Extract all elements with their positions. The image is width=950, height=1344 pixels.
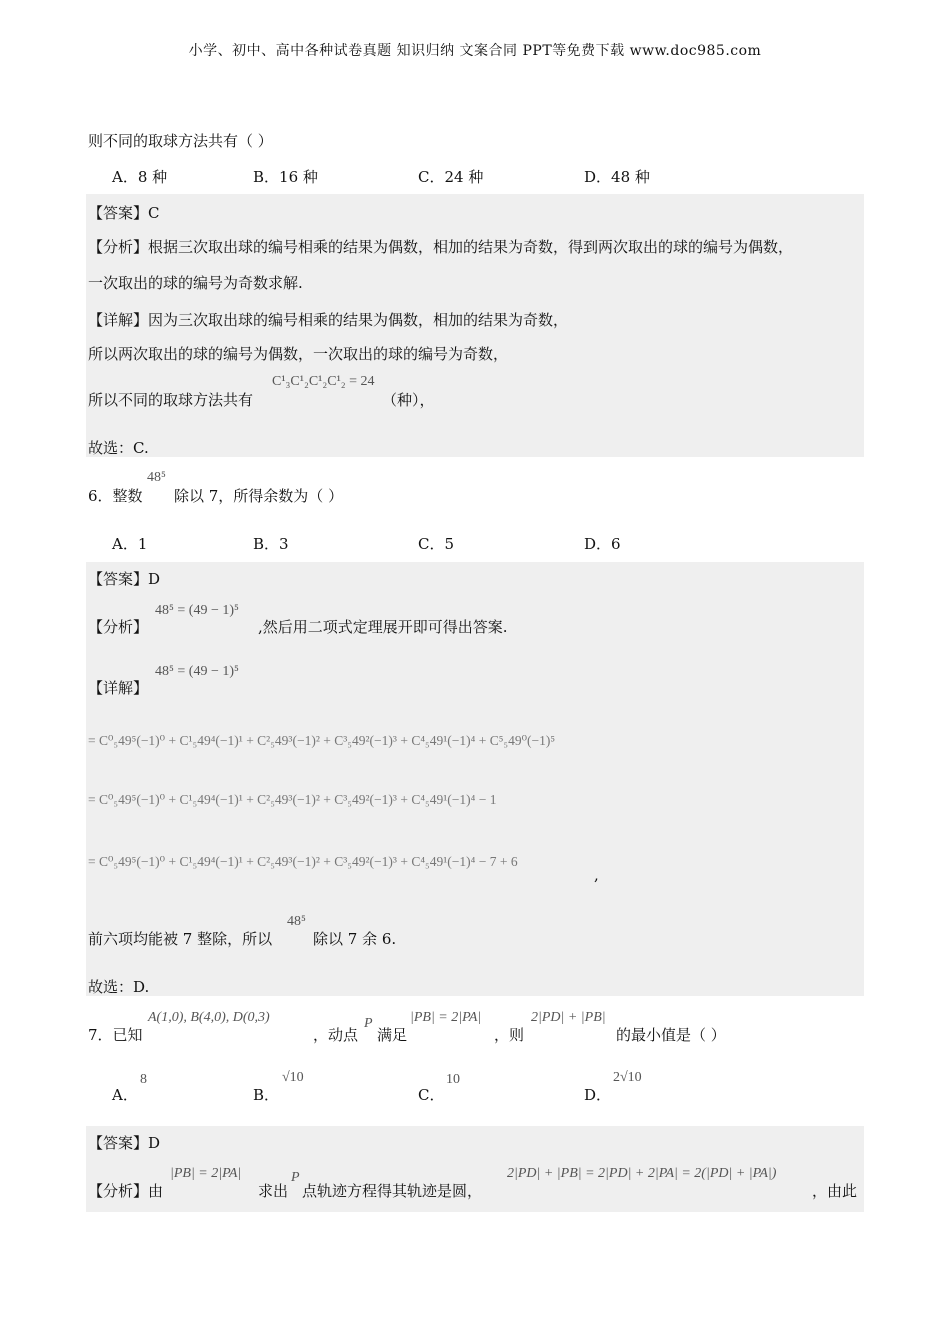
q5-analysis-line2: 一次取出的球的编号为奇数求解. — [88, 274, 303, 292]
q6-stem-start: 6．整数 — [88, 487, 143, 505]
q7-option-a-value: 8 — [140, 1072, 147, 1087]
q7-analysis-condition: |PB| = 2|PA| — [170, 1166, 242, 1181]
q5-detail-line2: 所以两次取出的球的编号为偶数，一次取出的球的编号为奇数， — [88, 345, 509, 363]
q6-option-c: C．5 — [418, 535, 455, 553]
q6-conclusion-power: 48⁵ — [287, 914, 306, 929]
q7-stem-mid1: ，动点 — [313, 1026, 359, 1044]
q6-analysis-label: 【分析】 — [88, 618, 149, 636]
q7-stem-expression: 2|PD| + |PB| — [531, 1010, 606, 1025]
q7-analysis-p: P — [291, 1170, 300, 1185]
q7-analysis-mid2: 点轨迹方程得其轨迹是圆， — [302, 1182, 483, 1200]
q6-expansion-line3: = C⁰₅49⁵(−1)⁰ + C¹₅49⁴(−1)¹ + C²₅49³(−1)² + C³₅49²(−1)³ + C⁴₅49¹(−1)⁴ − 7 + 6 — [88, 854, 518, 869]
q7-analysis-start: 【分析】由 — [88, 1182, 164, 1200]
q6-option-b: B．3 — [253, 535, 289, 553]
q7-option-b-value: √10 — [282, 1070, 304, 1085]
q6-stem-end: 除以 7，所得余数为（ ） — [174, 487, 344, 505]
q6-analysis-text: ,然后用二项式定理展开即可得出答案. — [258, 618, 508, 636]
q5-combination-formula: C¹₃C¹₂C¹₂C¹₂ = 24 — [272, 374, 375, 389]
q5-analysis-line1: 【分析】根据三次取出球的编号相乘的结果为偶数，相加的结果为奇数，得到两次取出的球的编号为偶数， — [88, 238, 794, 256]
q7-option-c-label: C． — [418, 1086, 445, 1104]
q5-option-c: C．24 种 — [418, 168, 484, 186]
q6-detail-formula: 48⁵ = (49 − 1)⁵ — [155, 664, 239, 679]
q5-detail-line3-text: 所以不同的取球方法共有 — [88, 391, 254, 409]
q7-option-d-label: D． — [584, 1086, 612, 1104]
q6-analysis-formula: 48⁵ = (49 − 1)⁵ — [155, 603, 239, 618]
q7-stem-condition: |PB| = 2|PA| — [410, 1010, 482, 1025]
q7-stem-mid3: ，则 — [494, 1026, 525, 1044]
q7-option-d-value: 2√10 — [613, 1070, 642, 1085]
q7-analysis-end: ，由此 — [812, 1182, 858, 1200]
q6-option-a: A．1 — [112, 535, 148, 553]
q7-option-b-label: B． — [253, 1086, 280, 1104]
q6-conclusion-end: 除以 7 余 6. — [313, 930, 397, 948]
q5-option-d: D．48 种 — [584, 168, 650, 186]
q7-stem-mid2: 满足 — [377, 1026, 408, 1044]
q6-expansion-line3-comma: , — [594, 866, 599, 884]
q5-detail-line1: 【详解】因为三次取出球的编号相乘的结果为偶数，相加的结果为奇数， — [88, 311, 569, 329]
q5-detail-line3-unit: （种）， — [382, 391, 435, 409]
q6-stem-power: 48⁵ — [147, 470, 166, 485]
q7-answer: 【答案】D — [88, 1134, 161, 1152]
q6-expansion-line1: = C⁰₅49⁵(−1)⁰ + C¹₅49⁴(−1)¹ + C²₅49³(−1)² + C³₅49²(−1)³ + C⁴₅49¹(−1)⁴ + C⁵₅49⁰(−1)⁵ — [88, 733, 556, 748]
q5-choose: 故选：C. — [88, 439, 149, 457]
q6-choose: 故选：D. — [88, 978, 150, 996]
q7-analysis-formula: 2|PD| + |PB| = 2|PD| + 2|PA| = 2(|PD| + |PA|) — [507, 1166, 777, 1181]
q7-analysis-mid1: 求出 — [258, 1182, 289, 1200]
q5-stem: 则不同的取球方法共有（ ） — [88, 132, 273, 150]
q6-detail-label: 【详解】 — [88, 679, 149, 697]
q5-option-b: B．16 种 — [253, 168, 318, 186]
q7-stem-end: 的最小值是（ ） — [616, 1026, 726, 1044]
q5-option-a: A．8 种 — [112, 168, 168, 186]
q6-answer: 【答案】D — [88, 570, 161, 588]
q6-option-d: D．6 — [584, 535, 621, 553]
q7-option-c-value: 10 — [446, 1072, 460, 1087]
q7-stem-points: A(1,0), B(4,0), D(0,3) — [148, 1010, 270, 1025]
q7-stem-start: 7．已知 — [88, 1026, 143, 1044]
q5-answer: 【答案】C — [88, 204, 160, 222]
page-header: 小学、初中、高中各种试卷真题 知识归纳 文案合同 PPT等免费下载 www.doc985.com — [188, 43, 762, 59]
q6-expansion-line2: = C⁰₅49⁵(−1)⁰ + C¹₅49⁴(−1)¹ + C²₅49³(−1)² + C³₅49²(−1)³ + C⁴₅49¹(−1)⁴ − 1 — [88, 792, 497, 807]
q6-conclusion-start: 前六项均能被 7 整除，所以 — [88, 930, 273, 948]
q7-stem-p: P — [364, 1016, 373, 1031]
q7-option-a-label: A． — [112, 1086, 138, 1104]
